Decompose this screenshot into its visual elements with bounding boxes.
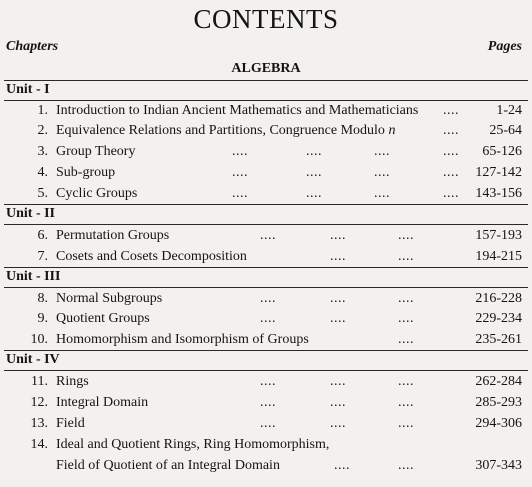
toc-entry-continuation[interactable] [0,456,532,476]
toc-entry[interactable] [0,247,532,267]
leader-dots: .... [260,395,276,410]
toc-entry[interactable] [0,121,532,141]
toc-entry[interactable] [0,372,532,392]
leader-dots: .... [398,458,414,473]
divider [4,287,528,288]
divider [4,350,528,351]
leader-dots: .... [398,332,414,347]
toc-entry[interactable] [0,226,532,246]
page-range: 157-193 [475,228,522,243]
page-range: 229-234 [475,311,522,326]
chapter-title: Integral Domain [56,395,149,410]
leader-dots: .... [260,374,276,389]
page-title: CONTENTS [193,4,339,34]
divider [4,370,528,371]
page-range: 25-64 [489,123,522,138]
page-range: 127-142 [475,165,522,180]
leader-dots: .... [443,123,459,138]
leader-dots: .... [398,291,414,306]
toc-entry[interactable] [0,330,532,350]
leader-dots: .... [232,186,248,201]
chapter-number: 1. [37,103,48,118]
leader-dots: .... [306,186,322,201]
toc-entry[interactable] [0,435,532,455]
page-range: 143-156 [475,186,522,201]
divider [4,224,528,225]
page-range: 307-343 [475,458,522,473]
leader-dots: .... [260,228,276,243]
toc-entry[interactable] [0,101,532,121]
pages-column-header: Pages [487,39,522,54]
divider [4,267,528,268]
leader-dots: .... [398,416,414,431]
unit-heading: Unit - III [6,269,61,284]
chapter-number: 11. [31,374,48,389]
toc-entry[interactable] [0,309,532,329]
leader-dots: .... [306,165,322,180]
section-heading: ALGEBRA [231,61,301,76]
leader-dots: .... [306,144,322,159]
unit-heading: Unit - II [6,206,56,221]
unit-heading: Unit - IV [6,352,60,367]
leader-dots: .... [398,374,414,389]
chapter-title: Equivalence Relations and Partitions, Congruence Modulo n [56,123,396,138]
leader-dots: .... [330,228,346,243]
chapter-title: Homomorphism and Isomorphism of Groups [56,332,309,347]
leader-dots: .... [334,458,350,473]
page-range: 65-126 [482,144,522,159]
page-range: 262-284 [475,374,522,389]
leader-dots: .... [232,165,248,180]
leader-dots: .... [330,311,346,326]
leader-dots: .... [260,416,276,431]
toc-entry[interactable] [0,184,532,204]
chapter-title: Quotient Groups [56,311,150,326]
divider [4,80,528,81]
chapter-title: Normal Subgroups [56,291,163,306]
leader-dots: .... [330,416,346,431]
chapters-column-header: Chapters [6,39,59,54]
chapter-title: Group Theory [56,144,136,159]
chapter-number: 9. [37,311,48,326]
toc-entry[interactable] [0,289,532,309]
page-range: 294-306 [475,416,522,431]
leader-dots: .... [232,144,248,159]
chapter-title: Introduction to Indian Ancient Mathematics and Mathematicians [56,103,419,118]
chapter-number: 7. [37,249,48,264]
chapter-number: 3. [37,144,48,159]
leader-dots: .... [260,311,276,326]
leader-dots: .... [374,186,390,201]
leader-dots: .... [443,144,459,159]
leader-dots: .... [260,291,276,306]
toc-entry[interactable] [0,142,532,162]
chapter-title-italic: n [388,123,396,138]
chapter-title: Cyclic Groups [56,186,138,201]
unit-heading: Unit - I [6,82,50,97]
chapter-number: 2. [37,123,48,138]
page-range: 216-228 [475,291,522,306]
leader-dots: .... [398,228,414,243]
leader-dots: .... [330,291,346,306]
leader-dots: .... [443,186,459,201]
chapter-title: Ideal and Quotient Rings, Ring Homomorphism, [56,437,330,452]
toc-entry[interactable] [0,414,532,434]
chapter-number: 5. [37,186,48,201]
leader-dots: .... [443,103,459,118]
leader-dots: .... [398,311,414,326]
divider [4,204,528,205]
page-range: 285-293 [475,395,522,410]
leader-dots: .... [330,395,346,410]
page-range: 235-261 [475,332,522,347]
page-range: 194-215 [475,249,522,264]
chapter-title-continuation: Field of Quotient of an Integral Domain [56,458,280,473]
leader-dots: .... [330,249,346,264]
chapter-number: 10. [30,332,48,347]
leader-dots: .... [398,249,414,264]
leader-dots: .... [374,144,390,159]
leader-dots: .... [330,374,346,389]
leader-dots: .... [374,165,390,180]
chapter-title: Permutation Groups [56,228,170,243]
toc-entry[interactable] [0,163,532,183]
chapter-number: 12. [30,395,48,410]
chapter-title: Cosets and Cosets Decomposition [56,249,247,264]
chapter-title: Rings [56,374,89,389]
chapter-number: 13. [30,416,48,431]
leader-dots: .... [398,395,414,410]
chapter-number: 14. [30,437,48,452]
page-range: 1-24 [496,103,522,118]
chapter-title: Sub-group [56,165,116,180]
chapter-number: 6. [37,228,48,243]
chapter-number: 8. [37,291,48,306]
chapter-number: 4. [37,165,48,180]
chapter-title: Field [56,416,85,431]
toc-entry[interactable] [0,393,532,413]
leader-dots: .... [443,165,459,180]
